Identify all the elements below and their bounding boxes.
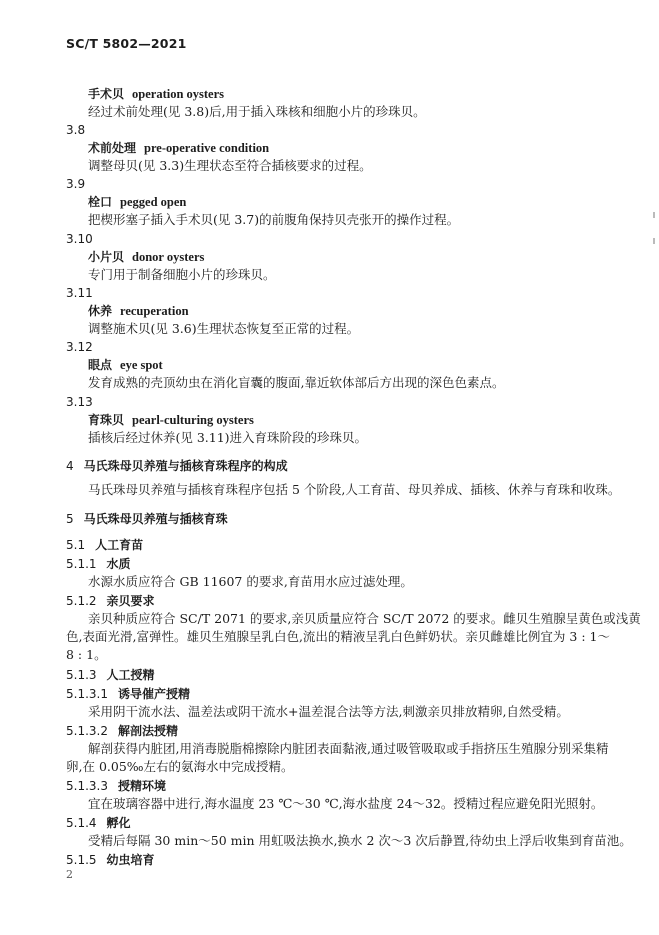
subsection-title: 水质 <box>106 557 131 571</box>
term-number: 3.12 <box>66 340 93 354</box>
subsection-title: 亲贝要求 <box>106 594 155 608</box>
term-definition: 发育成熟的壳顶幼虫在消化盲囊的腹面,靠近软体部后方出现的深色色素点。 <box>88 375 505 390</box>
scan-edge-mark <box>653 212 655 218</box>
term-definition: 把楔形塞子插入手术贝(见 3.7)的前腹角保持贝壳张开的操作过程。 <box>88 212 460 227</box>
subsection-title: 诱导催产授精 <box>117 687 190 701</box>
term-heading <box>88 412 254 428</box>
subsection-title: 孵化 <box>106 816 131 830</box>
paragraph-line: 色,表面光滑,富弹性。雄贝生殖腺呈乳白色,流出的精液呈乳白色鲜奶状。亲贝雌雄比例宜为 3 : 1～ <box>66 629 610 644</box>
term-english: pegged open <box>120 195 187 209</box>
term-heading <box>88 303 189 319</box>
term-english: pearl-culturing oysters <box>132 413 254 427</box>
document-id: SC/T 5802—2021 <box>66 36 187 51</box>
subsection-title: 幼虫培育 <box>106 853 155 867</box>
term-number: 3.9 <box>66 177 86 191</box>
term-english: recuperation <box>120 304 189 318</box>
subsection-title: 人工授精 <box>106 668 155 682</box>
term-number: 3.13 <box>66 395 93 409</box>
term-english: eye spot <box>120 358 163 372</box>
subsection-number: 5.1.3.2 <box>66 724 108 738</box>
term-heading <box>88 140 269 156</box>
term-definition: 调整母贝(见 3.3)生理状态至符合插核要求的过程。 <box>88 158 372 173</box>
term-chinese: 术前处理 <box>88 141 137 155</box>
term-chinese: 栓口 <box>88 195 113 209</box>
term-english: pre-operative condition <box>144 141 270 155</box>
term-number: 3.8 <box>66 123 86 137</box>
term-english: donor oysters <box>132 250 205 264</box>
subsection-heading <box>66 778 166 794</box>
term-definition: 专门用于制备细胞小片的珍珠贝。 <box>88 267 276 282</box>
scan-edge-mark <box>653 238 655 244</box>
subsection-title: 解剖法授精 <box>117 724 178 738</box>
subsection-number: 5.1.1 <box>66 557 97 571</box>
subsection-title: 人工育苗 <box>95 538 144 552</box>
subsection-heading <box>66 815 131 831</box>
paragraph-line: 8 : 1。 <box>66 647 107 662</box>
subsection-heading <box>66 537 143 553</box>
term-chinese: 休养 <box>88 304 113 318</box>
subsection-title: 授精环境 <box>117 779 166 793</box>
section-heading <box>66 511 228 527</box>
term-definition: 插核后经过休养(见 3.11)进入育珠阶段的珍珠贝。 <box>88 430 368 445</box>
subsection-body: 宜在玻璃容器中进行,海水温度 23 ℃～30 ℃,海水盐度 24～32。授精过程应避免阳光照射。 <box>88 796 604 811</box>
term-definition: 经过术前处理(见 3.8)后,用于插入珠核和细胞小片的珍珠贝。 <box>88 104 426 119</box>
term-chinese: 手术贝 <box>88 87 125 101</box>
term-heading <box>88 86 224 102</box>
subsection-body: 受精后每隔 30 min～50 min 用虹吸法换水,换水 2 次～3 次后静置,待幼虫上浮后收集到育苗池。 <box>88 833 632 848</box>
section-title: 马氏珠母贝养殖与插核育珠程序的构成 <box>83 459 288 473</box>
term-number: 3.10 <box>66 232 93 246</box>
term-chinese: 眼点 <box>88 358 113 372</box>
section-number: 4 <box>66 459 74 473</box>
subsection-heading <box>66 667 155 683</box>
section-body: 马氏珠母贝养殖与插核育珠程序包括 5 个阶段,人工育苗、母贝养成、插核、休养与育珠和收珠。 <box>88 482 621 497</box>
term-heading <box>88 357 163 373</box>
term-english: operation oysters <box>132 87 225 101</box>
term-heading <box>88 249 204 265</box>
term-number: 3.11 <box>66 286 93 300</box>
term-chinese: 育珠贝 <box>88 413 125 427</box>
subsection-body: 采用阴干流水法、温差法或阴干流水+温差混合法等方法,刺激亲贝排放精卵,自然受精。 <box>88 704 569 719</box>
section-heading <box>66 458 288 474</box>
subsection-number: 5.1.3.3 <box>66 779 108 793</box>
section-title: 马氏珠母贝养殖与插核育珠 <box>83 512 228 526</box>
term-definition: 调整施术贝(见 3.6)生理状态恢复至正常的过程。 <box>88 321 360 336</box>
subsection-number: 5.1.3 <box>66 668 97 682</box>
term-heading <box>88 194 186 210</box>
subsection-body: 水源水质应符合 GB 11607 的要求,育苗用水应过滤处理。 <box>88 574 413 589</box>
subsection-number: 5.1.5 <box>66 853 97 867</box>
subsection-heading <box>66 723 178 739</box>
section-number: 5 <box>66 512 74 526</box>
subsection-number: 5.1 <box>66 538 86 552</box>
paragraph-line: 解剖获得内脏团,用消毒脱脂棉擦除内脏团表面黏液,通过吸管吸取或手指挤压生殖腺分别采集精 <box>88 741 609 756</box>
subsection-heading <box>66 556 131 572</box>
subsection-heading <box>66 686 190 702</box>
subsection-number: 5.1.2 <box>66 594 97 608</box>
page-number: 2 <box>66 868 73 881</box>
subsection-heading <box>66 852 155 868</box>
subsection-number: 5.1.3.1 <box>66 687 108 701</box>
subsection-heading <box>66 593 155 609</box>
subsection-number: 5.1.4 <box>66 816 97 830</box>
paragraph-line: 亲贝种质应符合 SC/T 2071 的要求,亲贝质量应符合 SC/T 2072 的要求。雌贝生殖腺呈黄色或浅黄 <box>88 611 641 626</box>
paragraph-line: 卵,在 0.05‰左右的氨海水中完成授精。 <box>66 759 294 774</box>
term-chinese: 小片贝 <box>88 250 125 264</box>
